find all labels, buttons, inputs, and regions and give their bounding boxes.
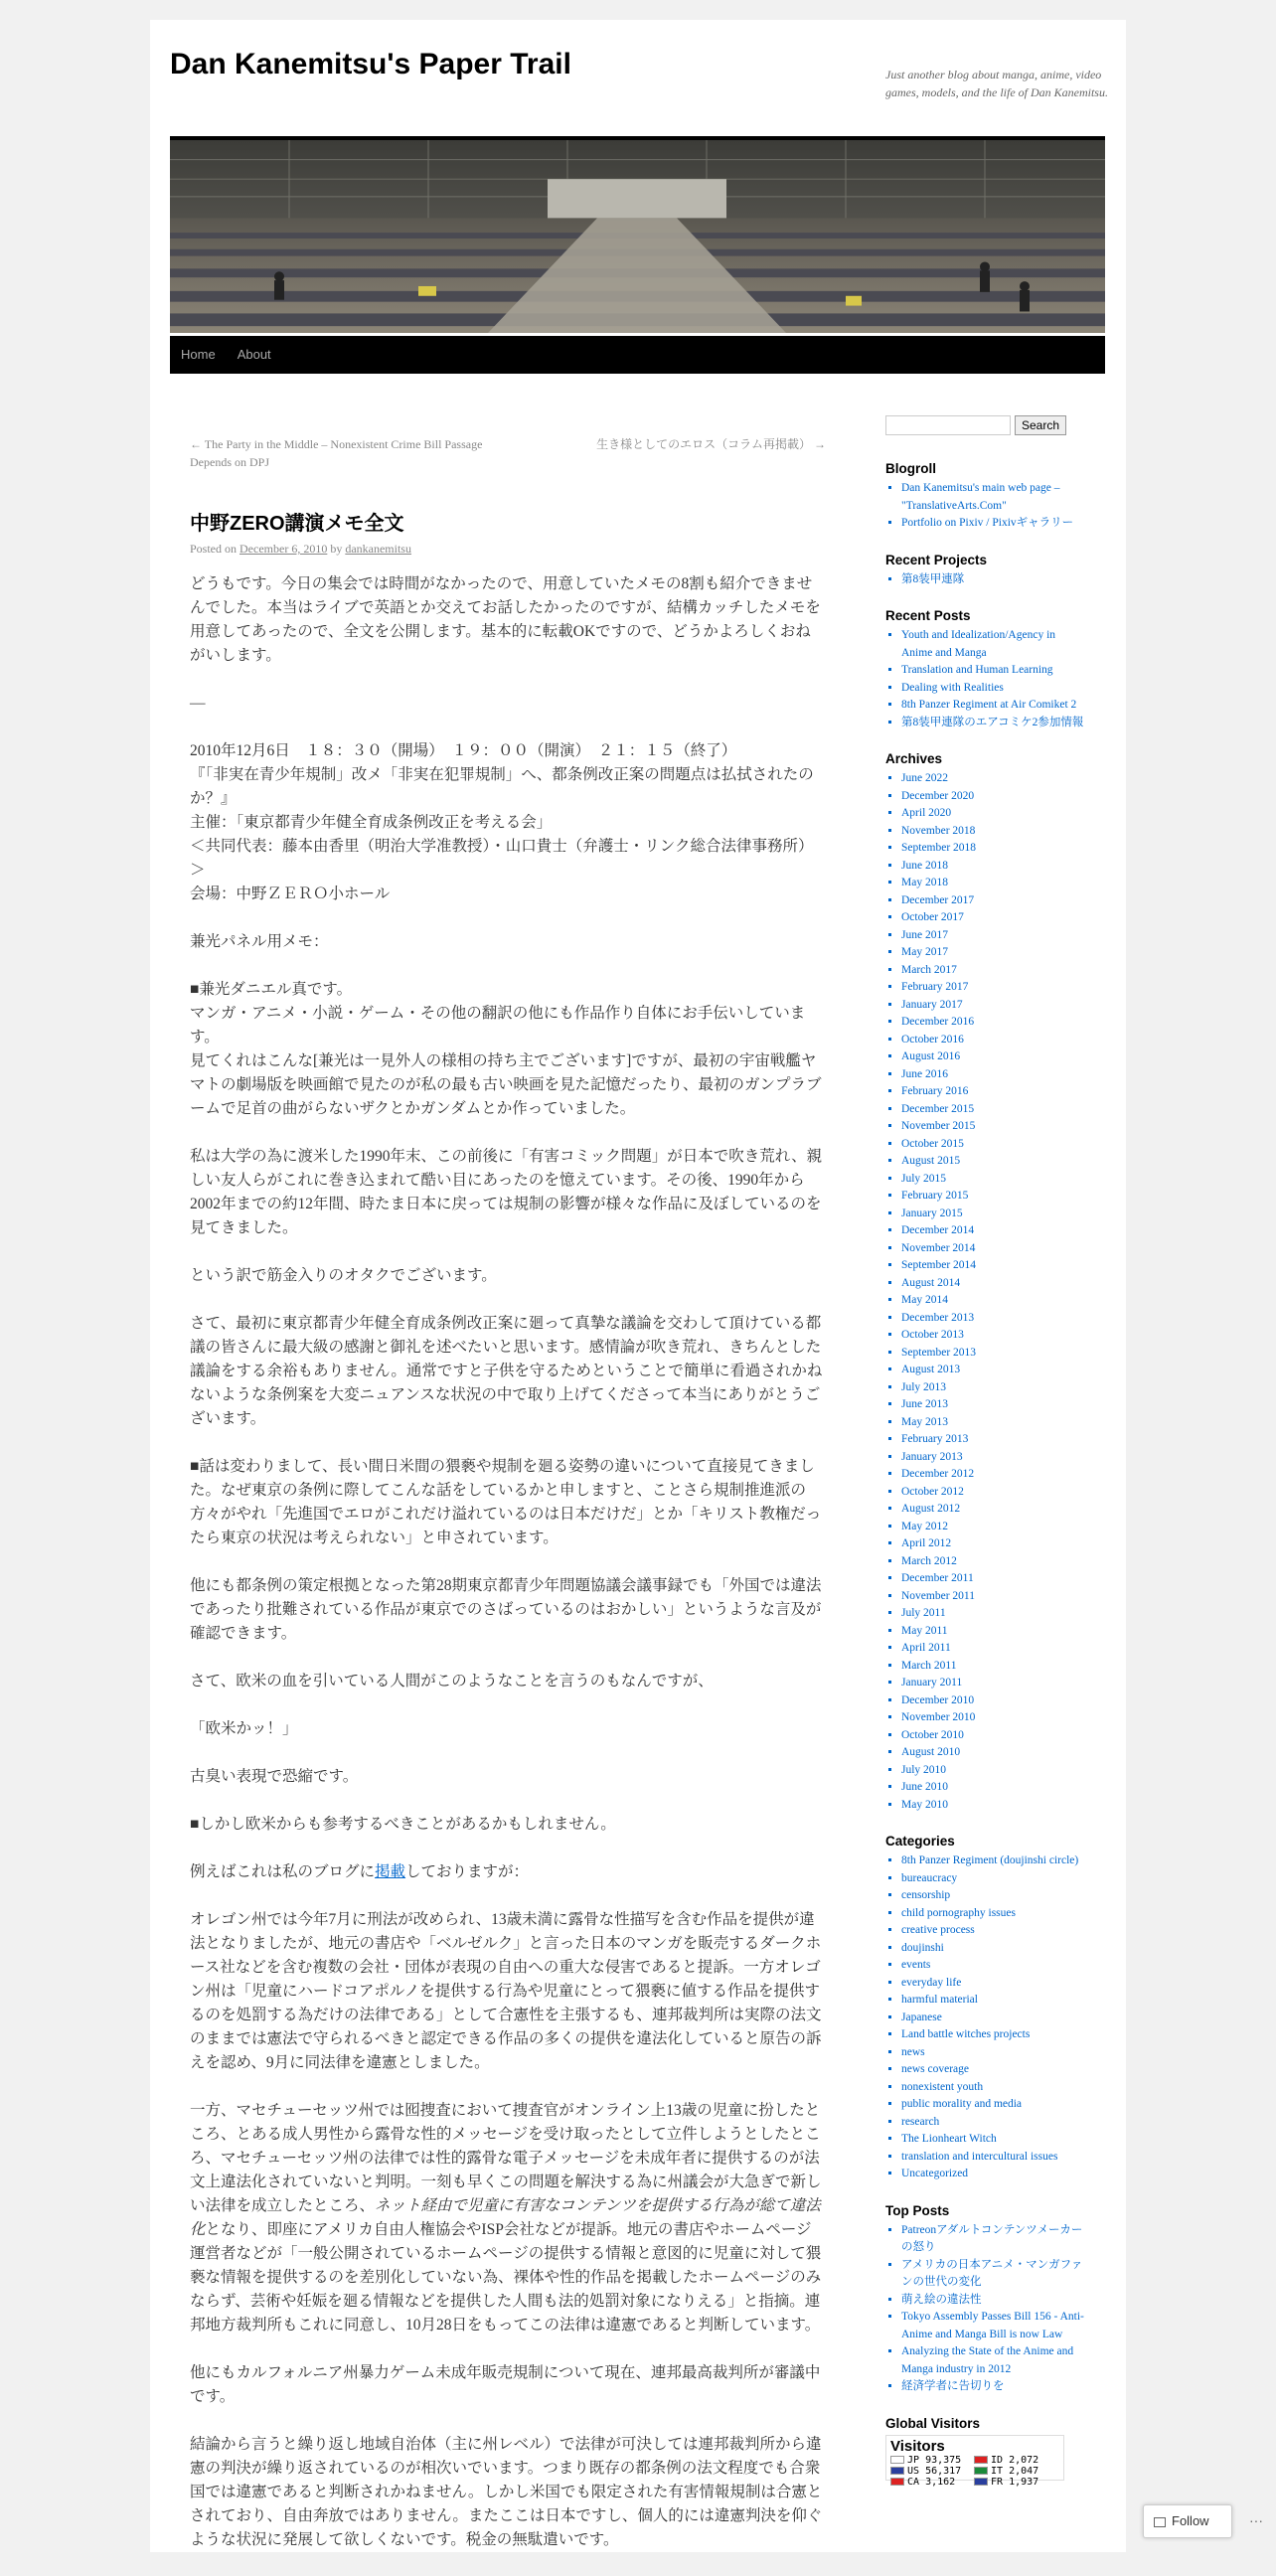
sidebar-link[interactable]: July 2013 [901, 1380, 947, 1393]
sidebar-link[interactable]: March 2012 [901, 1554, 957, 1567]
list-item [901, 788, 1084, 806]
list-item [901, 927, 1084, 945]
list-item [901, 627, 1084, 662]
list-item [901, 1658, 1084, 1676]
visitors-row: JP 93,375 ID 2,072 [886, 2455, 1063, 2466]
list-item [901, 1449, 1084, 1467]
sidebar-link[interactable]: 第8装甲連隊 [901, 572, 965, 585]
list-item [901, 1992, 1084, 2010]
author-link[interactable]: dankanemitsu [345, 542, 411, 556]
sidebar-link[interactable]: May 2010 [901, 1798, 948, 1811]
list-item [901, 1048, 1084, 1066]
list-item [901, 480, 1084, 515]
sidebar-link[interactable]: July 2015 [901, 1172, 947, 1185]
sidebar-link[interactable]: October 2010 [901, 1728, 964, 1741]
sidebar-link[interactable]: nonexistent youth [901, 2080, 984, 2093]
list-item [901, 1257, 1084, 1275]
sidebar-link[interactable]: May 2017 [901, 946, 948, 958]
sidebar-link[interactable]: 8th Panzer Regiment at Air Comiket 2 [901, 699, 1077, 711]
list-item [901, 1519, 1084, 1536]
post-paragraph: オレゴン州では今年7月に刑法が改められ、13歳未満に露骨な性描写を含む作品を提供が違法となりましたが、地元の書店や「ベルゼルク」と言った日本のマンガを販売するダークホース社などを含む複数の会社・団体が表現の自由への重大な侵害であると提訴。一方オレゴン州は「児童にハードコアポルノを提供する行為や児童にとって猥褻に値する作品を提供するのを処罰する為だけの法律である」として合憲性を主張するも、連邦裁判所は実際の法文のままでは憲法で守られるべきと認定できる作品の多くの提供を違法化していると原告の訴えを認め、9月に同法律を違憲としました。 [190, 1911, 822, 2071]
sidebar-link[interactable]: April 2011 [901, 1642, 951, 1654]
list-item [901, 1605, 1084, 1623]
sidebar-link[interactable]: October 2016 [901, 1033, 964, 1046]
sidebar-link[interactable]: May 2014 [901, 1294, 948, 1306]
post-paragraph: 古臭い表現で恐縮です。 [190, 1768, 359, 1785]
sidebar-link[interactable]: November 2018 [901, 824, 976, 837]
post-paragraph: 他にもカルフォルニア州暴力ゲーム未成年販売規制について現在、連邦最高裁判所が審議中です。 [190, 2364, 821, 2405]
sidebar-link[interactable]: Uncategorized [901, 2168, 969, 2179]
widget-recent-projects [885, 553, 1084, 589]
post-paragraph: という訳で筋金入りのオタクでございます。 [190, 1267, 497, 1284]
post-paragraph: 結論から言うと繰り返し地域自治体（主に州レベル）で法律が可決しては連邦裁判所から違憲の判決が繰り返されているのが相次いでいます。つまり既存の都条例の法文程度でも合衆国では違憲であると判断されかねません。しかし米国でも限定された有害情報規制は合憲とされており、自由奔放ではありません。またここは日本ですし、個人的には違憲判決を仰ぐような状況に発展して欲しくないです。税金の無駄遣いです。 [190, 2436, 823, 2548]
post-paragraph: さて、欧米の血を引いている人間がこのようなことを言うのもなんですが、 [190, 1673, 714, 1690]
list-item [901, 875, 1084, 892]
list-item [901, 1744, 1084, 1762]
list-item [901, 997, 1084, 1015]
post-navigation [190, 435, 826, 479]
post-paragraph: 例えばこれは私のブログに掲載しておりますが： [190, 1863, 530, 1880]
list-item [901, 2044, 1084, 2062]
sidebar-link[interactable]: April 2020 [901, 807, 952, 819]
list-item [901, 1171, 1084, 1189]
widget-title: Top Posts [885, 2202, 950, 2218]
page-wrapper [150, 20, 1126, 2552]
post-paragraph: 一方、マセチューセッツ州では囮捜査において捜査官がオンライン上13歳の児童に扮したところ、とある成人男性から露骨な性的メッセージを受け取ったとして立件しようとしたところ、マセチューセッツ州の法律では性的露骨な電子メッセージを未成年者に提供するのが法文上違法化されていないと判明。一刻も早くこの問題を解決する為に州議会が大急ぎで新しい法律を成立したところ、ネット経由で児童に有害なコンテンツを提供する行為が総て違法化となり、即座にアメリカ自由人権協会やISP会社などが提訴。地元の書店やホームページ運営者などが「一般公開されているホームページの提供する情報と意図的に児童に対して猥褻な情報を提供するのを差別化していない為、裸体や性的作品を掲載したホームページのみならず、芸術や妊娠を廻る情報などを提供した人間も法的処罰対象になりえる」と指摘。連邦地方裁判所もこれに同意し、10月28日をもってこの法律は違憲であると判断しています。 [190, 2102, 822, 2334]
post-paragraph: 兼光パネル用メモ： [190, 933, 329, 950]
list-item [901, 823, 1084, 841]
country-flag-icon [890, 2478, 904, 2486]
list-item [901, 909, 1084, 927]
sidebar-link[interactable]: March 2011 [901, 1659, 957, 1672]
post-meta [190, 542, 826, 557]
search-button[interactable]: Search [1015, 415, 1066, 435]
widget-global-visitors [885, 2415, 1084, 2488]
sidebar-link[interactable]: February 2015 [901, 1190, 969, 1202]
post-body [190, 572, 826, 2552]
sidebar-link[interactable]: November 2011 [901, 1589, 975, 1602]
sidebar-link[interactable]: May 2011 [901, 1624, 948, 1637]
sidebar-link[interactable]: November 2014 [901, 1241, 976, 1254]
list-item [901, 1727, 1084, 1745]
post-paragraph: さて、最初に東京都青少年健全育成条例改正案に廻って真摯な議論を交わして頂けている都議の皆さんに最大級の感謝と御礼を述べたいと思います。感情論が吹き荒れ、きちんとした議論をする余裕もありません。通常ですと子供を守るためということで簡単に看過されかねないような条例案を大変ニュアンスな状況の中で取り上げてくださって本当にありがとうございます。 [190, 1315, 823, 1427]
inline-post-link[interactable]: 掲載 [375, 1863, 406, 1880]
list-item [901, 1396, 1084, 1414]
list-item [901, 1779, 1084, 1797]
list-item [901, 1414, 1084, 1432]
previous-post-link[interactable]: ← The Party in the Middle – Nonexistent Crime Bill Passage Depends on DPJ [190, 437, 483, 469]
list-item [901, 2010, 1084, 2027]
post-paragraph: どうもです。今日の集会では時間がなかったので、用意していたメモの8割も紹介できませんでした。本当はライブで英語とか交えてお話したかったのですが、結構カッチしたメモを用意してあったので、全文を公開します。基本的に転載OKですので、どうかよろしくおねがいします。 [190, 575, 821, 664]
sidebar-link[interactable]: 8th Panzer Regiment (doujinshi circle) [901, 1854, 1079, 1866]
list-item [901, 979, 1084, 997]
sidebar-link[interactable]: research [901, 2115, 940, 2128]
widget-categories [885, 1834, 1084, 2183]
list-item [901, 1327, 1084, 1345]
list-item [901, 662, 1084, 680]
sidebar-link[interactable]: February 2017 [901, 981, 969, 993]
sidebar-link[interactable]: Dealing with Realities [901, 681, 1004, 694]
sidebar-link[interactable]: events [901, 1959, 931, 1971]
widget-archives [885, 751, 1084, 1814]
sidebar-link[interactable]: August 2010 [901, 1746, 961, 1758]
list-item [901, 1206, 1084, 1223]
sidebar-link[interactable]: August 2016 [901, 1050, 961, 1062]
list-item [901, 2222, 1084, 2257]
sidebar-link[interactable]: child pornography issues [901, 1906, 1016, 1919]
search-form [885, 415, 1084, 445]
list-item [901, 1431, 1084, 1449]
list-item [901, 1535, 1084, 1553]
visitors-box-title: Visitors [890, 2437, 945, 2455]
sidebar-link[interactable]: March 2017 [901, 963, 957, 976]
list-item [901, 1623, 1084, 1641]
list-item [901, 2026, 1084, 2044]
site-description: Just another blog about manga, anime, video games, models, and the life of Dan Kanemitsu. [885, 68, 1108, 99]
header-banner-image [170, 136, 1105, 333]
sidebar-link[interactable]: September 2013 [901, 1346, 977, 1359]
sidebar-link[interactable]: December 2016 [901, 1016, 975, 1028]
sidebar-link[interactable]: December 2020 [901, 789, 975, 802]
follow-label: Follow [1172, 2513, 1209, 2528]
widget-title: Archives [885, 751, 943, 766]
list-item [901, 1101, 1084, 1119]
sidebar-link[interactable]: May 2012 [901, 1520, 948, 1532]
follow-icon [1154, 2517, 1166, 2527]
list-item [901, 1570, 1084, 1588]
list-item [901, 715, 1084, 732]
visitors-counter[interactable] [885, 2435, 1064, 2488]
list-item [901, 1345, 1084, 1363]
sidebar-link[interactable]: May 2018 [901, 877, 948, 888]
list-item [901, 840, 1084, 858]
list-item [901, 1153, 1084, 1171]
site-title[interactable]: Dan Kanemitsu's Paper Trail [170, 48, 571, 80]
list-item [901, 1292, 1084, 1310]
widget-title: Recent Posts [885, 608, 971, 623]
sidebar-link[interactable]: doujinshi [901, 1941, 944, 1954]
list-item [901, 2292, 1084, 2310]
sidebar-link[interactable]: May 2013 [901, 1415, 948, 1428]
list-item [901, 1692, 1084, 1710]
post-content-area [190, 435, 826, 2576]
menu-item-home[interactable]: Home [181, 347, 216, 362]
by-label: by [330, 542, 343, 556]
sidebar-link[interactable]: July 2010 [901, 1763, 947, 1776]
list-item [901, 1379, 1084, 1397]
sidebar-link[interactable]: June 2017 [901, 928, 948, 941]
list-item [901, 1240, 1084, 1258]
sidebar-link[interactable]: bureaucracy [901, 1871, 958, 1884]
visitors-row: US 56,317 IT 2,047 [886, 2466, 1063, 2477]
list-item [901, 1675, 1084, 1692]
list-item [901, 2343, 1084, 2378]
list-item [901, 1922, 1084, 1940]
sidebar-link[interactable]: Portfolio on Pixiv / Pixivギャラリー [901, 517, 1074, 529]
list-item [901, 962, 1084, 980]
sidebar-link[interactable]: September 2018 [901, 842, 977, 854]
list-item [901, 2257, 1084, 2292]
list-item [901, 1797, 1084, 1815]
list-item [901, 944, 1084, 962]
sidebar-link[interactable]: Analyzing the State of the Anime and Manga industry in 2012 [901, 2345, 1074, 2375]
list-item [901, 1222, 1084, 1240]
sidebar-link[interactable]: Translation and Human Learning [901, 664, 1053, 676]
sidebar-link[interactable]: September 2014 [901, 1259, 977, 1271]
list-item [901, 1275, 1084, 1293]
post-paragraph: ■話は変わりまして、長い間日米間の猥褻や規制を廻る姿勢の違いについて直接見てきました。なぜ東京の条例に際してこんな話をしているかと申しますと、ことさら規制推進派の方々がやれ「先進国でエロがこれだけ溢れているのは日本だけだ」とか「キリスト教権だったら東京の状況は考えられない」と申されています。 [190, 1458, 822, 1546]
list-item [901, 1066, 1084, 1084]
sidebar-link[interactable]: everyday life [901, 1976, 962, 1989]
search-input[interactable] [885, 415, 1011, 435]
sidebar-link[interactable]: February 2013 [901, 1433, 969, 1445]
list-item [901, 1014, 1084, 1032]
list-item [901, 858, 1084, 876]
list-item [901, 1870, 1084, 1888]
sidebar-link[interactable]: October 2015 [901, 1137, 964, 1150]
list-item [901, 2079, 1084, 2097]
list-item [901, 2166, 1084, 2183]
list-item [901, 1852, 1084, 1870]
post-paragraph: 他にも都条例の策定根拠となった第28期東京都青少年問題協議会議事録でも「外国では違法であったり批難されている作品が東京でのさばっているのはおかしい」というような言及が確認できます。 [190, 1577, 822, 1642]
sidebar-link[interactable]: translation and intercultural issues [901, 2150, 1058, 2163]
country-flag-icon [974, 2478, 988, 2486]
sidebar-link[interactable]: November 2010 [901, 1711, 976, 1723]
sidebar-link[interactable]: harmful material [901, 1994, 978, 2006]
sidebar-link[interactable]: news [901, 2045, 925, 2058]
widget-recent-posts [885, 608, 1084, 731]
list-item [901, 2114, 1084, 2132]
sidebar-link[interactable]: 萌え絵の違法性 [901, 2293, 982, 2306]
sidebar-link[interactable]: June 2010 [901, 1781, 948, 1793]
list-item [901, 2149, 1084, 2167]
visitors-row: CA 3,162 FR 1,937 [886, 2477, 1063, 2488]
post-date-link[interactable]: December 6, 2010 [239, 542, 328, 556]
list-item [901, 1136, 1084, 1154]
list-item [901, 1310, 1084, 1328]
sidebar-link[interactable]: アメリカの日本アニメ・マンガファンの世代の変化 [901, 2258, 1083, 2288]
sidebar-link[interactable]: 経済学者に告切りを [901, 2380, 1005, 2392]
list-item [901, 697, 1084, 715]
sidebar [885, 415, 1084, 2500]
sidebar-link[interactable]: The Lionheart Witch [901, 2133, 997, 2145]
list-item [901, 1032, 1084, 1049]
sidebar-link[interactable]: December 2012 [901, 1468, 975, 1480]
list-item [901, 1887, 1084, 1905]
list-item [901, 1083, 1084, 1101]
menu-item-about[interactable]: About [237, 347, 271, 362]
sidebar-link[interactable]: December 2017 [901, 893, 975, 906]
sidebar-link[interactable]: December 2014 [901, 1224, 975, 1236]
sidebar-link[interactable]: October 2017 [901, 911, 964, 923]
post-paragraph: 私は大学の為に渡米した1990年末、この前後に「有害コミック問題」が日本で吹き荒れ、親しい友人らがこれに巻き込まれて酷い目にあったのを憶えています。その後、1990年から2002年までの約12年間、時たま日本に戻っては規制の影響が様々な作品に及ぼしているのを見てきました。 [190, 1148, 823, 1236]
list-item [901, 1553, 1084, 1571]
sidebar-link[interactable]: Youth and Idealization/Agency in Anime and Manga [901, 629, 1056, 659]
list-item [901, 1762, 1084, 1780]
sidebar-link[interactable]: June 2013 [901, 1398, 948, 1410]
sidebar-link[interactable]: 第8装甲連隊のエアコミケ2参加情報 [901, 716, 1084, 728]
widget-title: Blogroll [885, 461, 936, 476]
list-item [901, 1118, 1084, 1136]
sidebar-link[interactable]: censorship [901, 1889, 951, 1901]
sidebar-link[interactable]: public morality and media [901, 2098, 1023, 2110]
sidebar-link[interactable]: June 2016 [901, 1067, 948, 1080]
list-item [901, 515, 1084, 533]
sidebar-link[interactable]: February 2016 [901, 1085, 969, 1097]
sidebar-link[interactable]: Dan Kanemitsu's main web page – "TranslativeArts.Com" [901, 482, 1060, 512]
sidebar-link[interactable]: Land battle witches projects [901, 2028, 1031, 2040]
list-item [901, 1905, 1084, 1923]
post-paragraph: 2010年12月6日 １８：３０（開場） １９：００（開演） ２１：１５（終了） 『「非実在青少年規制」改メ「非実在犯罪規制」へ、都条例改正案の問題点は払拭されたのか？』 主催：「東京都青少年健全育成条例改正を考える会」 ＜共同代表：藤本由香里（明治大学准教授）・山口貴士（弁護士・リンク総合法律事務所）＞ 会場：中野ＺＥＲＯ小ホール [190, 742, 814, 902]
list-item [901, 571, 1084, 589]
main-menu [170, 336, 1105, 374]
post-paragraph: ■兼光ダニエル真です。 マンガ・アニメ・小説・ゲーム・その他の翻訳の他にも作品作り自体にお手伝いしています。 見てくれはこんな[兼光は一見外人の様相の持ち主でございます]ですが、最初の宇宙戦艦ヤマトの劇場版を映画館で見たのが私の最も古い映画を見た記憶だったり、最初のガンプラブームで足首の曲がらないザクとかガンダムとか作っていました。 [190, 981, 822, 1117]
post-paragraph: 「欧米かッ！」 [190, 1720, 298, 1737]
list-item [901, 1484, 1084, 1502]
list-item [901, 1466, 1084, 1484]
list-item [901, 2096, 1084, 2114]
list-item [901, 1709, 1084, 1727]
list-item [901, 1957, 1084, 1975]
sidebar-link[interactable]: January 2015 [901, 1207, 963, 1219]
list-item [901, 1362, 1084, 1379]
sidebar-link[interactable]: Japanese [901, 2011, 942, 2023]
list-item [901, 1501, 1084, 1519]
widget-title: Global Visitors [885, 2415, 981, 2431]
list-item [901, 1588, 1084, 1606]
widget-top-posts [885, 2203, 1084, 2396]
more-actions-icon[interactable]: ··· [1249, 2512, 1263, 2528]
sidebar-link[interactable]: December 2011 [901, 1572, 974, 1584]
follow-button[interactable] [1143, 2504, 1232, 2538]
sidebar-link[interactable]: August 2013 [901, 1364, 961, 1375]
sidebar-link[interactable]: December 2010 [901, 1693, 975, 1706]
sidebar-link[interactable]: August 2012 [901, 1503, 961, 1515]
list-item [901, 2061, 1084, 2079]
post-paragraph: — [190, 695, 206, 712]
country-flag-icon [974, 2456, 988, 2464]
next-post-link[interactable]: 生き様としてのエロス（コラム再掲載） → [596, 437, 826, 451]
sidebar-link[interactable]: January 2013 [901, 1450, 963, 1463]
post-paragraph: ■しかし欧米からも参考するべきことがあるかもしれません。 [190, 1816, 616, 1833]
sidebar-link[interactable]: April 2012 [901, 1537, 952, 1549]
list-item [901, 770, 1084, 788]
list-item [901, 892, 1084, 910]
sidebar-link[interactable]: August 2015 [901, 1155, 961, 1167]
list-item [901, 1940, 1084, 1958]
sidebar-link[interactable]: July 2011 [901, 1607, 946, 1619]
sidebar-link[interactable]: January 2017 [901, 998, 963, 1011]
post-title: 中野ZERO講演メモ全文 [190, 513, 404, 535]
sidebar-link[interactable]: June 2022 [901, 772, 948, 784]
widget-title: Recent Projects [885, 552, 988, 567]
list-item [901, 1640, 1084, 1658]
list-item [901, 805, 1084, 823]
country-flag-icon [890, 2456, 904, 2464]
sidebar-link[interactable]: October 2012 [901, 1485, 964, 1498]
country-flag-icon [974, 2467, 988, 2475]
sidebar-link[interactable]: June 2018 [901, 859, 948, 872]
sidebar-link[interactable]: news coverage [901, 2063, 970, 2075]
sidebar-link[interactable]: August 2014 [901, 1276, 961, 1289]
sidebar-link[interactable]: Patreonアダルトコンテンツメーカーの怒り [901, 2223, 1083, 2253]
country-flag-icon [890, 2467, 904, 2475]
list-item [901, 2309, 1084, 2343]
posted-on-label: Posted on [190, 542, 238, 556]
sidebar-link[interactable]: Tokyo Assembly Passes Bill 156 - Anti-Anime and Manga Bill is now Law [901, 2311, 1084, 2340]
sidebar-link[interactable]: December 2015 [901, 1102, 975, 1115]
list-item [901, 1975, 1084, 1993]
list-item [901, 680, 1084, 698]
sidebar-link[interactable]: November 2015 [901, 1120, 976, 1132]
sidebar-link[interactable]: December 2013 [901, 1311, 975, 1324]
sidebar-link[interactable]: January 2011 [901, 1677, 963, 1689]
list-item [901, 1188, 1084, 1206]
list-item [901, 2378, 1084, 2396]
widget-title: Categories [885, 1834, 955, 1849]
sidebar-link[interactable]: October 2013 [901, 1329, 964, 1341]
widget-blogroll [885, 461, 1084, 533]
sidebar-link[interactable]: creative process [901, 1924, 975, 1936]
list-item [901, 2131, 1084, 2149]
